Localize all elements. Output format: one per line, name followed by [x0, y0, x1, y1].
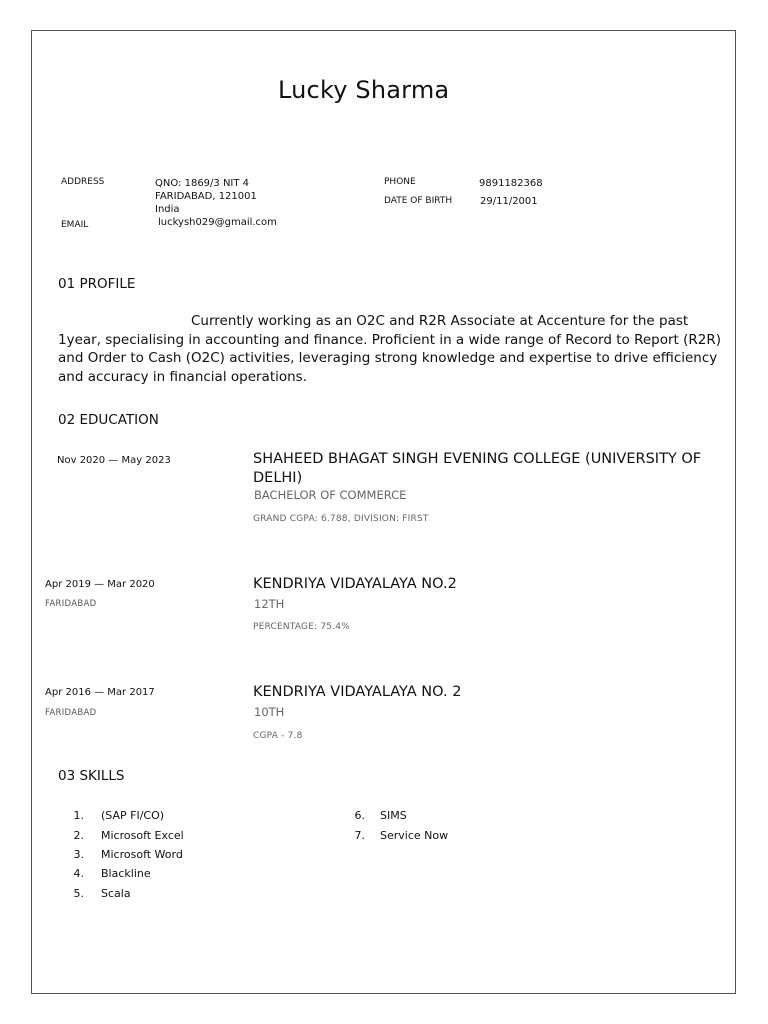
- skill-number: 5.: [73, 887, 84, 900]
- skills-heading: 03 SKILLS: [58, 768, 125, 784]
- address-line-2: FARIDABAD, 121001: [155, 191, 257, 202]
- address-label: ADDRESS: [61, 177, 105, 187]
- email-value: luckysh029@gmail.com: [158, 217, 277, 228]
- education-detail: GRAND CGPA: 6.788, DIVISION: FIRST: [253, 514, 429, 524]
- candidate-name: Lucky Sharma: [278, 76, 450, 104]
- skill-item: SIMS: [380, 809, 407, 822]
- skill-item: (SAP FI/CO): [101, 809, 165, 822]
- skill-number: 7.: [354, 829, 365, 842]
- skill-number: 4.: [73, 867, 84, 880]
- skill-item: Blackline: [101, 867, 151, 880]
- skill-number: 1.: [73, 809, 84, 822]
- education-dates: Nov 2020 — May 2023: [57, 455, 171, 466]
- education-detail: CGPA - 7.8: [253, 731, 303, 741]
- education-detail: PERCENTAGE: 75.4%: [253, 622, 350, 632]
- education-degree: BACHELOR OF COMMERCE: [254, 488, 407, 502]
- address-line-1: QNO: 1869/3 NIT 4: [155, 178, 250, 189]
- skill-number: 3.: [73, 848, 84, 861]
- profile-summary: [58, 312, 723, 386]
- education-institution: KENDRIYA VIDAYALAYA NO.2: [253, 576, 457, 592]
- skill-item: Service Now: [380, 829, 449, 842]
- education-location: FARIDABAD: [45, 599, 97, 609]
- skill-number: 6.: [354, 809, 365, 822]
- email-label: EMAIL: [61, 220, 89, 230]
- education-degree: 10TH: [254, 705, 285, 719]
- skill-item: Microsoft Excel: [101, 829, 184, 842]
- education-heading: 02 EDUCATION: [58, 412, 159, 428]
- education-institution: SHAHEED BHAGAT SINGH EVENING COLLEGE (UNIVERSITY OF DELHI): [253, 451, 702, 486]
- education-institution: KENDRIYA VIDAYALAYA NO. 2: [253, 684, 462, 700]
- dob-value: 29/11/2001: [480, 196, 538, 207]
- profile-heading: 01 PROFILE: [58, 276, 136, 292]
- skill-number: 2.: [73, 829, 84, 842]
- phone-value: 9891182368: [479, 178, 543, 189]
- phone-label: PHONE: [384, 177, 416, 187]
- skill-item: Scala: [101, 887, 131, 900]
- dob-label: DATE OF BIRTH: [384, 196, 453, 206]
- education-dates: Apr 2019 — Mar 2020: [45, 579, 155, 590]
- profile-text: Currently working as an O2C and R2R Associate at Accenture for the past 1year, specialising in accounting and finance. Proficient in a wide range of Record to Report (R2R) and Order to Cash (O2C) activities, leveraging strong knowledge and expertise to drive efficiency and accuracy in financial operations.: [58, 313, 721, 385]
- education-degree: 12TH: [254, 597, 285, 611]
- education-location: FARIDABAD: [45, 708, 97, 718]
- education-dates: Apr 2016 — Mar 2017: [45, 687, 155, 698]
- address-line-3: India: [155, 204, 180, 215]
- skill-item: Microsoft Word: [101, 848, 183, 861]
